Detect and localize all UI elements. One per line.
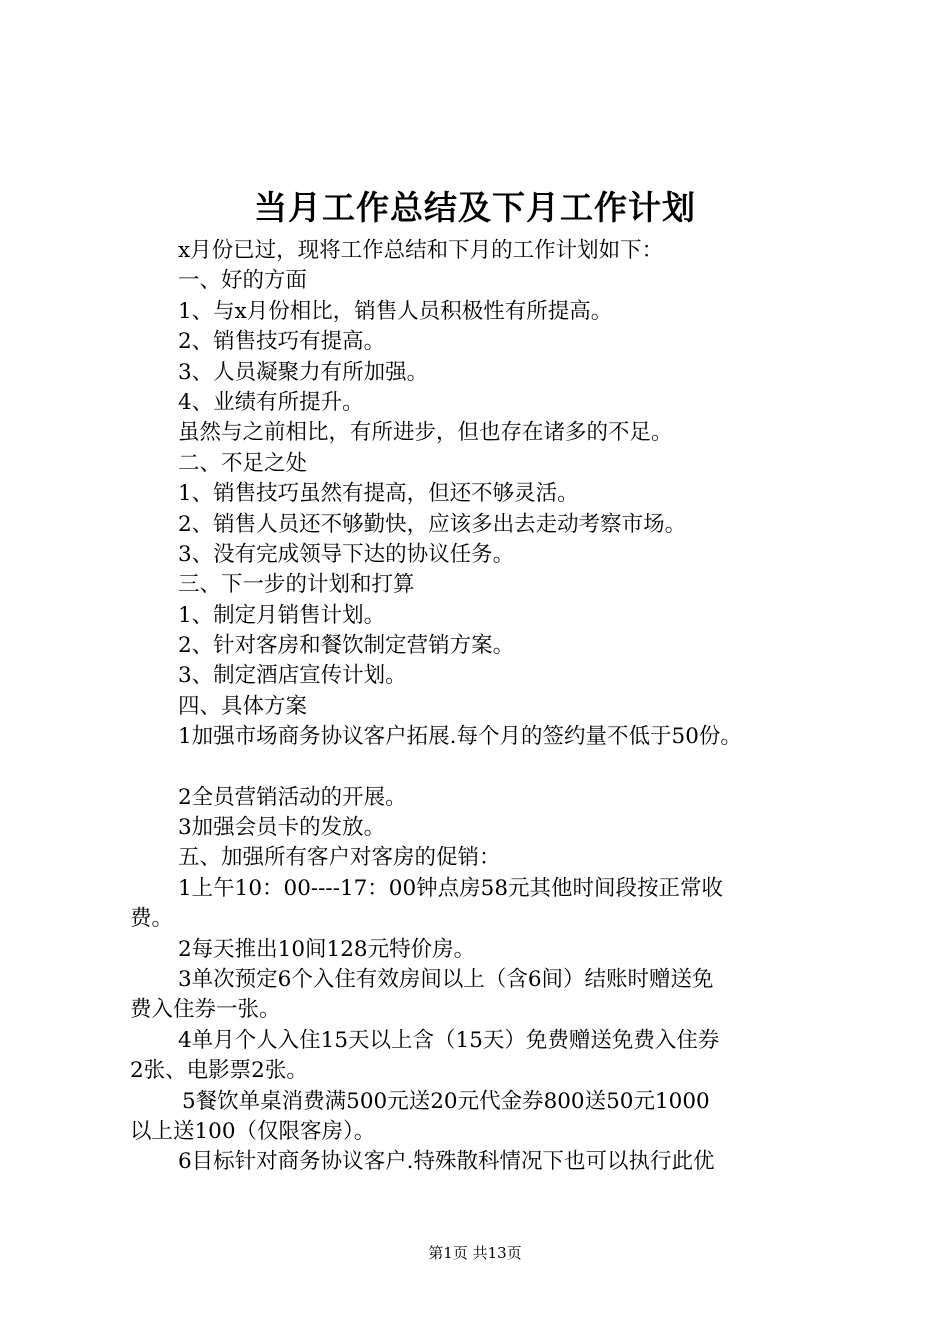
section-heading: 二、不足之处 xyxy=(178,450,308,476)
list-item: 1、制定月销售计划。 xyxy=(178,602,386,628)
section-heading: 一、好的方面 xyxy=(178,268,308,294)
list-item: 2、针对客房和餐饮制定营销方案。 xyxy=(178,633,515,659)
page-number-footer: 第1页 共13页 xyxy=(428,1244,522,1262)
list-item: 3、人员凝聚力有所加强。 xyxy=(178,359,429,385)
list-item-continuation: 以上送100（仅限客房）。 xyxy=(130,1118,376,1144)
section-heading: 四、具体方案 xyxy=(178,693,308,719)
list-item: 2、销售技巧有提高。 xyxy=(178,329,386,355)
list-item: 3单次预定6个入住有效房间以上（含6间）结账时赠送免 xyxy=(178,966,714,992)
section-heading: 五、加强所有客户对客房的促销： xyxy=(178,845,501,871)
list-item: 6目标针对商务协议客户.特殊散科情况下也可以执行此优 xyxy=(178,1149,715,1175)
document-title: 当月工作总结及下月工作计划 xyxy=(254,188,696,227)
document-body xyxy=(0,236,950,1178)
list-item-continuation: 费。 xyxy=(130,906,174,932)
intro-paragraph: x月份已过，现将工作总结和下月的工作计划如下： xyxy=(178,238,664,263)
list-item: 3、没有完成领导下达的协议任务。 xyxy=(178,541,515,567)
list-item: 3加强会员卡的发放。 xyxy=(178,815,386,841)
list-item: 1、销售技巧虽然有提高，但还不够灵活。 xyxy=(178,481,579,507)
list-item: 1、与x月份相比，销售人员积极性有所提高。 xyxy=(178,298,613,324)
list-item-continuation: 费入住券一张。 xyxy=(130,997,281,1023)
list-item: 2全员营销活动的开展。 xyxy=(178,784,407,810)
list-item: 1加强市场商务协议客户拓展.每个月的签约量不低于50份。 xyxy=(178,724,742,750)
section-heading: 三、下一步的计划和打算 xyxy=(178,572,415,598)
list-item: 2、销售人员还不够勤快，应该多出去走动考察市场。 xyxy=(178,511,687,537)
paragraph-gap xyxy=(0,753,950,783)
list-item: 4单月个人入住15天以上含（15天）免费赠送免费入住券 xyxy=(178,1027,720,1053)
list-item: 3、制定酒店宣传计划。 xyxy=(178,663,407,689)
list-item-continuation: 2张、电影票2张。 xyxy=(130,1058,308,1084)
list-item: 5餐饮单桌消费满500元送20元代金券800送50元1000 xyxy=(182,1088,710,1114)
list-item: 2每天推出10间128元特价房。 xyxy=(178,936,476,962)
summary-paragraph: 虽然与之前相比，有所进步，但也存在诸多的不足。 xyxy=(178,420,673,446)
list-item: 4、业绩有所提升。 xyxy=(178,389,364,415)
list-item: 1上午10：00----17：00钟点房58元其他时间段按正常收 xyxy=(178,875,724,901)
